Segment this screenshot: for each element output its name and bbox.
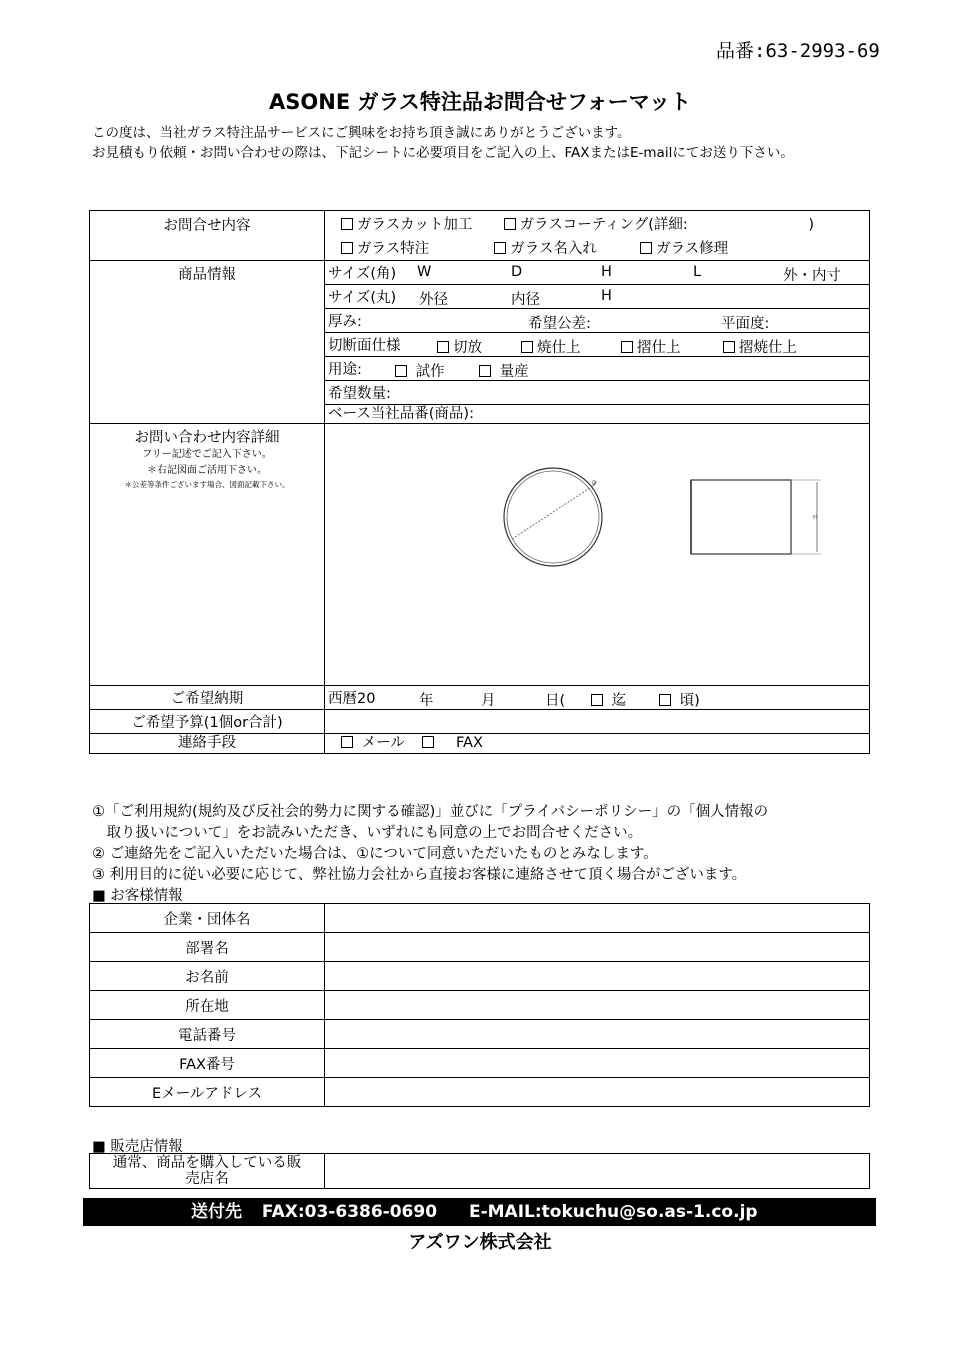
w-label: W — [417, 264, 432, 280]
option-glass-cut: ガラスカット加工 — [357, 216, 473, 233]
note-1b: 取り扱いについて」をお読みいただき、いずれにも同意の上でお問合せください。 — [92, 825, 643, 841]
customer-field-input[interactable] — [325, 1078, 870, 1107]
size-square-label: サイズ(角) — [328, 266, 397, 282]
inquiry-form-table — [89, 210, 870, 754]
checkbox[interactable] — [494, 242, 506, 254]
product-label: 商品情報 — [90, 261, 325, 424]
size-round-row — [325, 285, 870, 309]
dealer-label: 通常、商品を購入している販売店名 — [90, 1154, 325, 1189]
company-name: アズワン株式会社 — [408, 1232, 552, 1253]
l-label: L — [693, 264, 702, 280]
contact-row — [325, 734, 870, 754]
detail-drawing-area[interactable] — [325, 424, 870, 686]
contact-opt-1: メール — [361, 735, 405, 751]
checkbox[interactable] — [723, 341, 735, 353]
checkbox[interactable] — [640, 242, 652, 254]
height-label: H — [813, 514, 818, 521]
inquiry-options-row2 — [325, 236, 870, 261]
contact-opt-2: FAX — [456, 735, 483, 751]
checkbox[interactable] — [422, 736, 434, 748]
detail-label: お問い合わせ内容詳細 — [134, 430, 280, 446]
cut-spec-row — [325, 333, 870, 357]
detail-note-3: ＊公差等条件ございます場合、図面記載下さい。 — [124, 480, 290, 489]
customer-field-label: 電話番号 — [90, 1020, 325, 1049]
checkbox[interactable] — [437, 341, 449, 353]
around-label: 頃) — [679, 693, 700, 709]
outer-dia-label: 外径 — [419, 292, 448, 308]
cylinder-drawing — [691, 480, 821, 554]
day-label: 日( — [545, 693, 566, 709]
d-label: D — [511, 264, 523, 280]
diameter-label: D — [592, 480, 597, 487]
delivery-label: ご希望納期 — [90, 686, 325, 710]
customer-field-input[interactable] — [325, 933, 870, 962]
detail-note-1: フリー記述でご記入下さい。 — [142, 449, 272, 460]
tolerance-label: 希望公差: — [528, 316, 591, 332]
checkbox[interactable] — [395, 365, 407, 377]
use-opt-1: 試作 — [415, 364, 445, 380]
dealer-table — [89, 1153, 870, 1189]
cut-opt-4: 摺焼仕上 — [739, 340, 797, 356]
checkbox[interactable] — [521, 341, 533, 353]
inquiry-options-row1 — [325, 211, 870, 236]
dealer-header: ■ 販売店情報 — [92, 1139, 183, 1155]
customer-table — [89, 903, 870, 1107]
note-2: ② ご連絡先をご記入いただいた場合は、①について同意いただいたものとみなします。 — [92, 846, 658, 862]
checkbox[interactable] — [621, 341, 633, 353]
customer-field-label: Eメールアドレス — [90, 1078, 325, 1107]
intro-line-2: お見積もり依頼・お問い合わせの際は、下記シートに必要項目をご記入の上、FAXまたはE-mailにてお送り下さい。 — [92, 145, 794, 161]
budget-field[interactable] — [325, 710, 870, 734]
cut-opt-1: 切放 — [453, 340, 482, 356]
customer-field-input[interactable] — [325, 962, 870, 991]
notes — [92, 802, 768, 907]
checkbox[interactable] — [479, 365, 491, 377]
detail-note-2: ＊右記図面ご活用下さい。 — [147, 465, 267, 476]
month-label: 月 — [481, 693, 496, 709]
checkbox[interactable] — [341, 736, 353, 748]
customer-header: ■ お客様情報 — [92, 888, 183, 904]
option-coating-close: ) — [808, 216, 815, 233]
thickness-label: 厚み: — [328, 314, 362, 330]
customer-field-label: お名前 — [90, 962, 325, 991]
detail-label-cell — [90, 424, 325, 686]
year-label: 年 — [419, 693, 434, 709]
budget-label: ご希望予算(1個or合計) — [90, 710, 325, 734]
customer-field-input[interactable] — [325, 1049, 870, 1078]
use-label: 用途: — [328, 362, 362, 378]
option-glass-custom: ガラス特注 — [357, 241, 430, 258]
checkbox[interactable] — [341, 242, 353, 254]
footer-fax: FAX:03-6386-0690 — [261, 1202, 438, 1222]
cut-opt-2: 焼仕上 — [537, 340, 581, 356]
delivery-row[interactable] — [325, 686, 870, 710]
send-to-label: 送付先 — [191, 1202, 242, 1222]
customer-field-input[interactable] — [325, 904, 870, 933]
checkbox[interactable] — [341, 218, 353, 230]
checkbox[interactable] — [659, 694, 671, 706]
part-number: 品番:63-2993-69 — [716, 40, 880, 62]
inquiry-label: お問合せ内容 — [90, 211, 325, 261]
thickness-row — [325, 309, 870, 333]
customer-field-label: 所在地 — [90, 991, 325, 1020]
checkbox[interactable] — [504, 218, 516, 230]
footer-email: E-MAIL:tokuchu@so.as-1.co.jp — [468, 1202, 758, 1222]
note-3: ③ 利用目的に従い必要に応じて、弊社協力会社から直接お客様に連絡させて頂く場合がございます。 — [92, 867, 747, 883]
note-1a: ①「ご利用規約(規約及び反社会的勢力に関する確認)」並びに「プライバシーポリシー」の「個人情報の — [92, 804, 769, 820]
customer-field-input[interactable] — [325, 991, 870, 1020]
base-product-row[interactable]: ベース当社品番(商品): — [325, 405, 870, 424]
customer-field-label: 部署名 — [90, 933, 325, 962]
quantity-row[interactable]: 希望数量: — [325, 381, 870, 405]
size-square-row — [325, 261, 870, 285]
page-title: ASONE ガラス特注品お問合せフォーマット — [269, 90, 691, 114]
use-row — [325, 357, 870, 381]
use-opt-2: 量産 — [499, 364, 529, 380]
option-glass-coating: ガラスコーティング(詳細: — [519, 216, 688, 233]
size-round-label: サイズ(丸) — [328, 290, 397, 306]
h-label: H — [601, 264, 612, 280]
customer-field-label: FAX番号 — [90, 1049, 325, 1078]
delivery-era: 西暦20 — [328, 691, 376, 707]
circle-drawing — [504, 468, 602, 566]
by-label: 迄 — [611, 693, 627, 709]
customer-field-label: 企業・団体名 — [90, 904, 325, 933]
h-round-label: H — [601, 288, 612, 304]
inner-dia-label: 内径 — [511, 292, 540, 308]
footer-bar — [83, 1198, 876, 1226]
contact-label: 連絡手段 — [90, 734, 325, 754]
cut-spec-label: 切断面仕様 — [328, 338, 401, 354]
checkbox[interactable] — [591, 694, 603, 706]
intro-line-1: この度は、当社ガラス特注品サービスにご興味をお持ち頂き誠にありがとうございます。 — [92, 125, 631, 141]
option-glass-engrave: ガラス名入れ — [510, 241, 597, 258]
option-glass-repair: ガラス修理 — [656, 241, 729, 258]
outer-inner-label: 外・内寸 — [783, 268, 841, 284]
cut-opt-3: 摺仕上 — [637, 340, 681, 356]
customer-field-input[interactable] — [325, 1020, 870, 1049]
flatness-label: 平面度: — [721, 316, 770, 332]
dealer-field[interactable] — [325, 1154, 870, 1189]
technical-drawing — [325, 424, 870, 686]
